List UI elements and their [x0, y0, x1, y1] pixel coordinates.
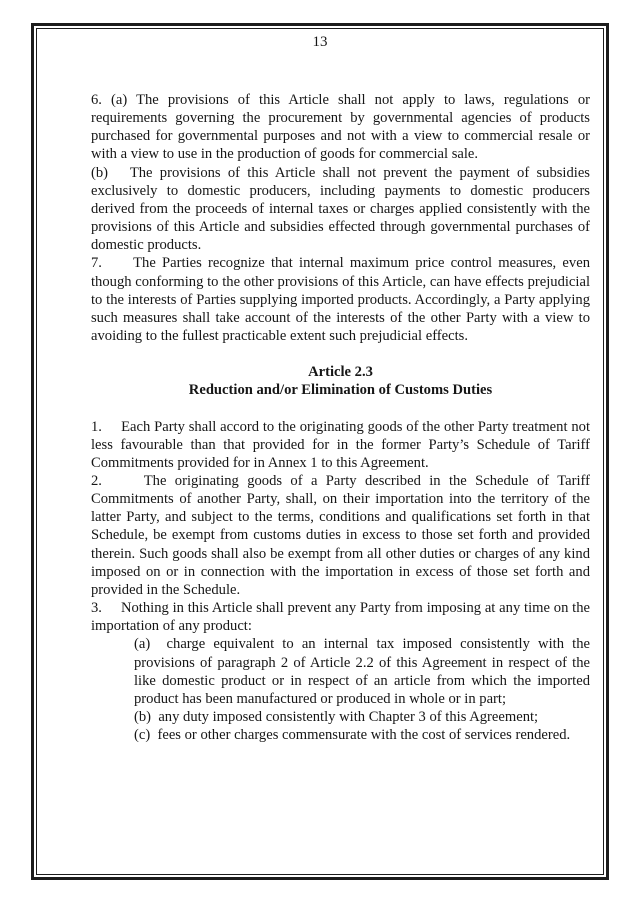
document-body — [91, 91, 590, 744]
paragraph-6a: 6. (a) The provisions of this Article shall not apply to laws, regulations or requirements governing the procurement by governmental agencies of products purchased for governmental purposes and not with a view to commercial resale or with a view to use in the production of goods for commercial sale. — [91, 92, 590, 163]
page-number: 13 — [312, 34, 328, 50]
paragraph-2: 2. The originating goods of a Party described in the Schedule of Tariff Commitments of another Party, shall, on their importation into the territory of the latter Party, and subject to the terms, conditions and qualifications set forth in that Schedule, be exempt from customs duties in excess to those set forth and provided therein. Such goods shall also be exempt from all other duties or charges of any kind imposed on or in connection with the importation in excess of those set forth and provided in the Schedule. — [91, 472, 590, 598]
subitem-a: (a) charge equivalent to an internal tax imposed consistently with the provisions of paragraph 2 of Article 2.2 of this Agreement in respect of the like domestic product or in respect of an article from which the imported product has been manufactured or produced in whole or in part; — [134, 636, 590, 707]
paragraph-1: 1. Each Party shall accord to the originating goods of the other Party treatment not less favourable than that provided for in the former Party’s Schedule of Tariff Commitments provided for in Annex 1 to this Agreement. — [91, 418, 590, 471]
subitem-c: (c) fees or other charges commensurate with the cost of services rendered. — [134, 727, 571, 744]
article-number: Article 2.3 — [308, 364, 373, 381]
paragraph-6b: (b) The provisions of this Article shall not prevent the payment of subsidies exclusively to domestic producers, including payments to domestic producers derived from the proceeds of internal taxes or charges applied consistently with the provisions of this Article and subsidies effected through governmental purchases of domestic products. — [91, 164, 590, 254]
subitem-b: (b) any duty imposed consistently with Chapter 3 of this Agreement; — [134, 709, 539, 725]
spacer — [91, 345, 590, 363]
spacer — [91, 400, 590, 418]
article-title: Reduction and/or Elimination of Customs Duties — [188, 382, 493, 399]
paragraph-7: 7. The Parties recognize that internal maximum price control measures, even though conforming to the other provisions of this Article, can have effects prejudicial to the interests of Parties supplying imported products. Accordingly, a Party applying such measures shall take account of the interests of the other Party with a view to avoiding to the fullest practicable extent such prejudicial effects. — [91, 255, 590, 345]
paragraph-3: 3. Nothing in this Article shall prevent any Party from imposing at any time on the importation of any product: — [91, 600, 590, 635]
